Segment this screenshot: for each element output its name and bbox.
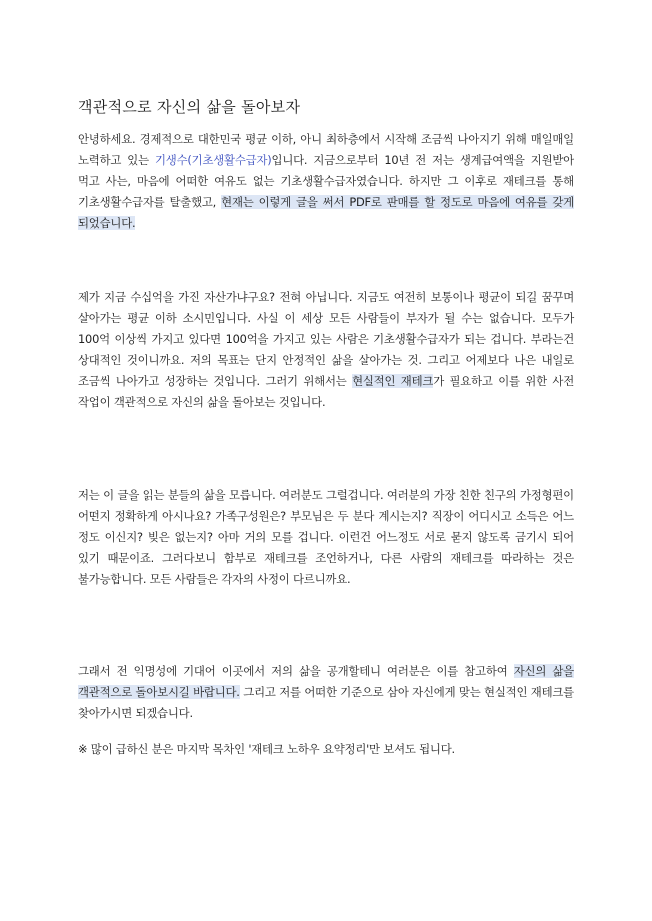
purpose-highlight: 자신의 삶을 객관적으로 돌아보시길 바랍니다. <box>78 664 574 699</box>
intro-highlight: 현재는 이렇게 글을 써서 PDF로 판매를 할 정도로 마음에 여유를 갖게 되었습니다. <box>78 195 574 230</box>
purpose-text-start: 그래서 전 익명성에 기대어 이곳에서 저의 삶을 공개할테니 여러분은 이를 참고하여 <box>78 664 514 678</box>
purpose-paragraph <box>78 661 574 724</box>
privacy-paragraph: 저는 이 글을 읽는 분들의 삶을 모릅니다. 여러분도 그럴겁니다. 여러분의 가장 친한 친구의 가정형편이 어떤지 정확하게 아시나요? 가족구성원은? 부모님은 두 분다 계시는지? 직장이 어디시고 소득은 어느 정도 이신지? 빚은 없는지? 아마 거의 모를 겁니다. 이런건 어느정도 서로 묻지 않도록 금기시 되어 있기 때문이죠. 그러다보니 함부로 재테크를 조언하거나, 다른 사람의 재테크를 따라하는 것은 불가능합니다. 모든 사람들은 각자의 사정이 다르니까요. <box>78 488 574 586</box>
intro-paragraph <box>78 129 574 234</box>
recipient-term-link[interactable]: 기생수(기초생활수급자) <box>154 153 272 167</box>
summary-note: ※ 많이 급하신 분은 마지막 목차인 '재테크 노하우 요약정리'만 보셔도 됩니다. <box>78 742 455 756</box>
goal-highlight: 현실적인 재테크 <box>352 374 434 388</box>
goal-paragraph <box>78 287 574 413</box>
page-title: 객관적으로 자신의 삶을 돌아보자 <box>78 98 301 116</box>
purpose-text-end: 그리고 저를 어떠한 기준으로 삼아 자신에게 맞는 현실적인 재테크를 찾아가시면 되겠습니다. <box>78 685 574 720</box>
goal-text-start: 제가 지금 수십억을 가진 자산가냐구요? 전혀 아닙니다. 지금도 여전히 보통이나 평균이 되길 꿈꾸며 살아가는 평균 이하 소시민입니다. 사실 이 세상 모든 사람들이 부자가 될 수는 없습니다. 모두가 100억 이상씩 가지고 있다면 100억을 가지고 있는 사람은 기초생활수급자가 되는 겁니다. 부라는건 상대적인 것이니까요. 저의 목표는 단지 안정적인 삶을 살아가는 것. 그리고 어제보다 나은 내일로 조금씩 나아가고 성장하는 것입니다. 그러기 위해서는 <box>78 290 574 388</box>
intro-text-start: 안녕하세요. 경제적으로 대한민국 평균 이하, 아니 최하층에서 시작해 조금씩 나아지기 위해 매일매일 노력하고 있는 <box>78 132 574 167</box>
intro-text-middle: 입니다. 지금으로부터 10년 전 저는 생계급여액을 지원받아 먹고 사는, 마음에 어떠한 여유도 없는 기초생활수급자였습니다. 하지만 그 이후로 재테크를 통해 기초생활수급자를 탈출했고, <box>78 153 574 209</box>
goal-text-end: 가 필요하고 이를 위한 사전 작업이 객관적으로 자신의 삶을 돌아보는 것입니다. <box>78 374 574 409</box>
